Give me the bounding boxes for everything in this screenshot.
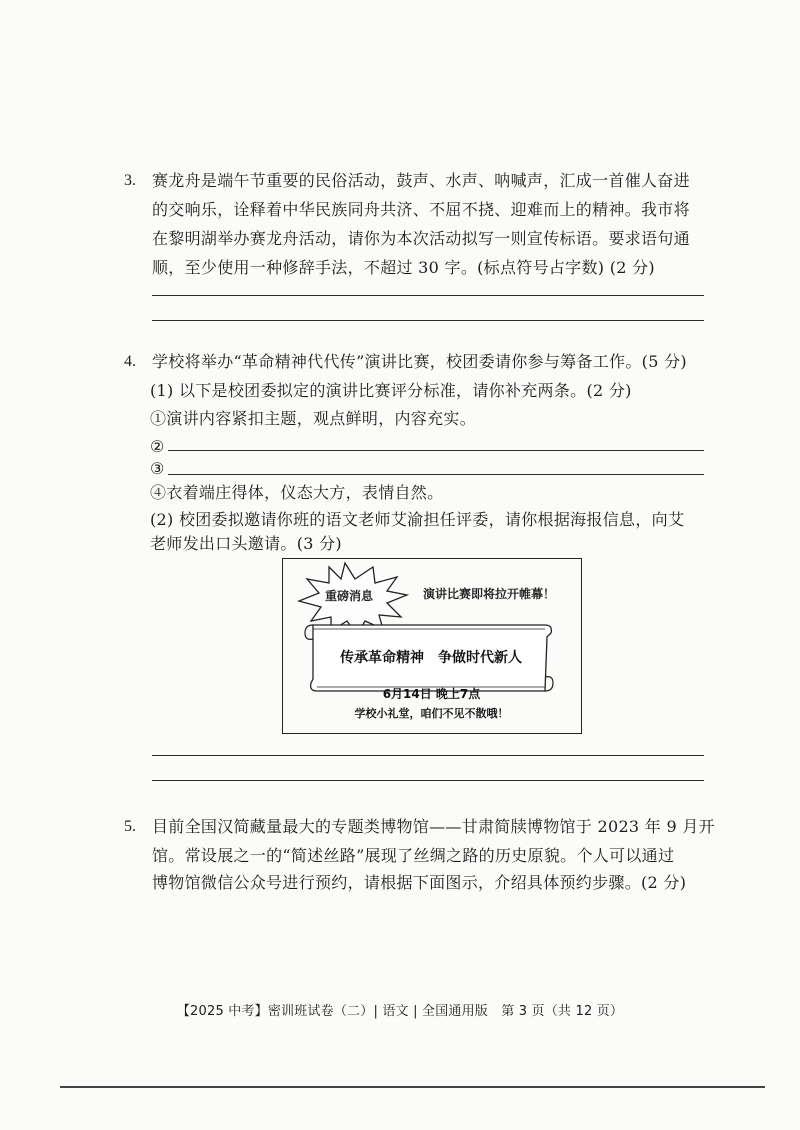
- q3-line-1: 赛龙舟是端午节重要的民俗活动，鼓声、水声、呐喊声，汇成一首催人奋进: [152, 171, 690, 190]
- q3-answer-line-1[interactable]: [152, 295, 704, 296]
- q4-criterion-2-blank[interactable]: [168, 450, 704, 451]
- q4-part2-line-1: (2) 校团委拟邀请你班的语文老师艾渝担任评委，请你根据海报信息，向艾: [150, 510, 685, 529]
- q4-answer-line-1[interactable]: [152, 755, 704, 756]
- poster-burst-text: 重磅消息: [325, 589, 374, 603]
- poster-headline: 演讲比赛即将拉开帷幕！: [423, 587, 556, 601]
- q5-line-3: 博物馆微信公众号进行预约，请根据下面图示，介绍具体预约步骤。(2 分): [152, 873, 687, 892]
- q4-criterion-4: ④衣着端庄得体，仪态大方，表情自然。: [150, 483, 444, 502]
- q5-line-1: 目前全国汉简藏量最大的专题类博物馆——甘肃简牍博物馆于 2023 年 9 月开: [152, 817, 715, 836]
- q4-answer-line-2[interactable]: [152, 780, 704, 781]
- q4-number: 4.: [124, 353, 136, 370]
- q3-line-3: 在黎明湖举办赛龙舟活动，请你为本次活动拟写一则宣传标语。要求语句通: [152, 229, 690, 248]
- poster-banner-text: 传承革命精神 争做时代新人: [340, 650, 522, 666]
- q4-criterion-3-blank[interactable]: [168, 474, 704, 475]
- q4-intro: 学校将举办“革命精神代代传”演讲比赛，校团委请你参与筹备工作。(5 分): [152, 352, 687, 371]
- q4-part2-line-2: 老师发出口头邀请。(3 分): [150, 534, 342, 553]
- poster-time: 6月14日 晚上7点: [382, 687, 481, 701]
- q4-criterion-3-marker: ③: [150, 459, 165, 478]
- q4-part1: (1) 以下是校团委拟定的演讲比赛评分标准，请你补充两条。(2 分): [150, 381, 632, 400]
- q3-answer-line-2[interactable]: [152, 320, 704, 321]
- q3-number: 3.: [124, 172, 136, 189]
- page-footer: 【2025 中考】密训班试卷（二）| 语文 | 全国通用版 第 3 页（共 12 页）: [176, 1004, 624, 1019]
- q3-line-4: 顺，至少使用一种修辞手法，不超过 30 字。(标点符号占字数) (2 分): [152, 258, 655, 277]
- poster-place: 学校小礼堂，咱们不见不散哦！: [354, 707, 509, 720]
- q4-criterion-1: ①演讲内容紧扣主题，观点鲜明，内容充实。: [150, 409, 477, 428]
- q4-criterion-2-marker: ②: [150, 437, 165, 456]
- poster: [282, 558, 582, 734]
- q5-line-2: 馆。常设展之一的“简述丝路”展现了丝绸之路的历史原貌。个人可以通过: [152, 846, 675, 865]
- bottom-divider: [60, 1086, 765, 1088]
- q5-number: 5.: [124, 818, 136, 835]
- q3-line-2: 的交响乐，诠释着中华民族同舟共济、不屈不挠、迎难而上的精神。我市将: [152, 200, 690, 219]
